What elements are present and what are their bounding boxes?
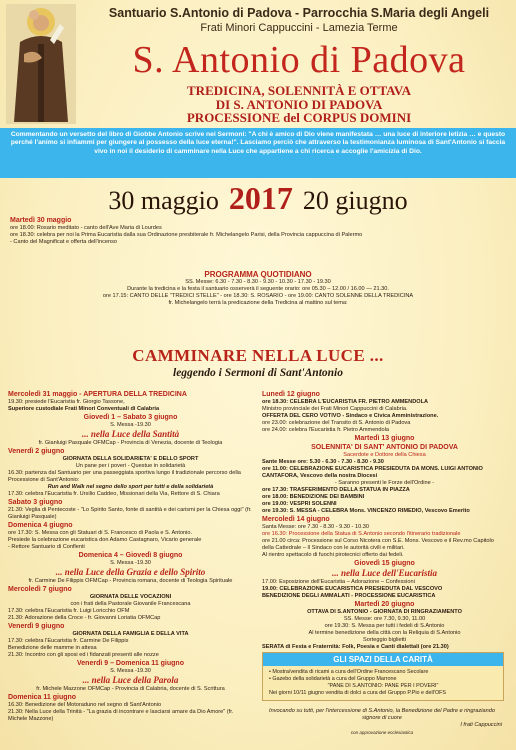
charity-box — [262, 652, 504, 701]
quote-band — [0, 128, 516, 178]
programma-line: SS. Messe: 6.30 - 7.30 - 8.30 - 9.30 - 10.30 - 17.30 - 19.30 — [185, 279, 331, 285]
event-heading: Martedì 13 giugno — [354, 435, 415, 442]
event-line: 17.30: celebra l'Eucaristia fr. Carmine De Filippis — [8, 638, 129, 644]
event-heading: Domenica 11 giugno — [8, 694, 77, 701]
event-line: 19.30: presiede l'Eucaristia fr. Giorgio Tassone, — [8, 399, 125, 405]
event-line: Sorteggio biglietti — [363, 637, 406, 643]
week-heading: Venerdì 9 – Domenica 11 giugno — [77, 660, 184, 667]
event-line: 21.30: Adorazione della Croce - fr. Giovanni Loriatia OFMCap — [8, 615, 161, 621]
programma-section — [10, 270, 506, 307]
saint-anthony-image — [6, 4, 76, 124]
event-line: 21.30: Veglia di Pentecoste - "Lo Spirito Santo, fonte di santità e dei carismi per la Chiesa oggi" (fr. Gianluigi Pasquale) — [8, 507, 252, 520]
event-line: Al termine benedizione della città con la Reliquia di S.Antonio — [308, 630, 461, 636]
event-line: ore 17.30: S. Messa con gli Statuari di S. Francesco di Paola e S. Antonio. — [8, 530, 193, 536]
event-line: OFFERTA DEL CERO VOTIVO - Sindaco e Civica Amministrazione. — [262, 413, 439, 419]
intro-section — [10, 216, 506, 246]
week-mass: S. Messa -19.30 — [110, 560, 151, 566]
week-preacher: fr. Michele Mazzone OFMCap - Provincia di Calabria, docente di S. Scrittura — [36, 686, 225, 692]
event-line: ore 19.30: S. MESSA - CELEBRA Mons. VINCENZO RIMEDIO, Vescovo Emerito — [262, 508, 470, 514]
event-line: ore 24.00: celebra l'Eucaristia fr. Pietro Ammendola — [262, 427, 389, 433]
programma-line: fr. Michelangelo terrà la predicazione della Tredicina al mattino sul tema: — [168, 300, 348, 306]
event-heading: Giovedì 15 giugno — [354, 560, 415, 567]
event-line: Ministro provinciale dei Frati Minori Cappuccini di Calabria. — [262, 406, 408, 412]
event-heading: Martedì 20 giugno — [354, 601, 415, 608]
event-heading: Sabato 3 giugno — [8, 499, 63, 506]
event-line: 17.30: celebra l'Eucaristia fr. Ursilio Caddeo, Missionari della Via, Rettore di S. Chiara — [8, 491, 220, 497]
event-line: ore 18.30: CELEBRA L'EUCARISTIA FR. PIETRO AMMENDOLA — [262, 399, 429, 405]
event-line: ore 16.30: Processione della Statua di S.Antonio secondo l'itinerario tradizionale — [262, 531, 461, 537]
event-line: ore 11.00: CELEBRAZIONE EUCARISTICA PRESIEDUTA DA MONS. LUIGI ANTONIO CANTAFORA, Vescovo della nostra Diocesi — [262, 466, 483, 479]
event-line: 21.30: Incontro con gli sposi ed i fidanzati presenti alle nozze — [8, 652, 159, 658]
intro-line: ore 18.00: Rosario meditato - canto dell'Ave Maria di Lourdes — [10, 225, 162, 231]
charity-title: GLI SPAZI DELLA CARITÀ — [263, 653, 503, 666]
event-line: - Saranno presenti le Forze dell'Ordine - — [334, 480, 435, 486]
event-line: GIORNATA DELLE VOCAZIONI — [89, 594, 172, 600]
event-line: OTTAVA DI S.ANTONIO - GIORNATA DI RINGRAZIAMENTO — [307, 609, 462, 615]
event-line: - Rettore Santuario di Conflenti — [8, 544, 85, 550]
event-line: 16.30: Benedizione del Motoraduno nel segno di Sant'Antonio — [8, 702, 162, 708]
event-line: Sante Messe ore: 5.30 - 6.30 - 7.30 - 8.30 - 9.30 — [262, 459, 384, 465]
event-line: ore 18.00: BENEDIZIONE DEI BAMBINI — [262, 494, 365, 500]
event-line: ore 23.00: celebrazione del Transito di S. Antonio di Padova — [262, 420, 411, 426]
programma-line: ore 17.15: CANTO DELLE "TREDICI STELLE" - ore 18.30: S. ROSARIO - ore 19.00: CANTO SOLENNE DELLA TREDICINA — [102, 293, 414, 299]
week-mass: S. Messa -19.30 — [110, 422, 151, 428]
left-column — [8, 390, 253, 723]
event-line: 21.30: Nella Luce della Trinità - "La grazia di incontrare e lasciarsi amare da Dio Amore" (fr. Michele Mazzone) — [8, 709, 234, 722]
week-theme: ... nella Luce della Parola — [82, 675, 179, 685]
event-line: BENEDIZIONE DEGLI AMMALATI - PROCESSIONE EUCARISTICA — [262, 593, 436, 599]
event-line: Superiore custodiale Frati Minori Conventuali di Calabria — [8, 406, 160, 412]
subtitle — [84, 84, 514, 125]
event-line: ore 19.30: S. Messa per tutti i fedeli di S.Antonio — [324, 623, 445, 629]
intro-line: - Canto del Magnificat e offerta dell'incenso — [10, 239, 117, 245]
intro-heading: Martedì 30 maggio — [10, 217, 72, 224]
subtitle-line-3: PROCESSIONE del CORPUS DOMINI — [186, 110, 412, 125]
week-preacher: fr. Gianluigi Pasquale OFMCap - Provincia di Venezia, docente di Teologia — [38, 440, 223, 446]
footer — [262, 708, 502, 736]
subtitle-line-1: TREDICINA, SOLENNITÀ E OTTAVA — [187, 83, 411, 98]
event-heading: Mercoledì 7 giugno — [8, 586, 72, 593]
week-theme: ... nella Luce della Grazia e dello Spirito — [55, 567, 206, 577]
event-line: SS. Messe: ore 7.30, 9.30, 11.00 — [343, 616, 426, 622]
event-line: 16.30: partenza dal Santuario per una passeggiata sportiva lungo il tradizionale percorso della Processione di Sant'Antonio: — [8, 470, 241, 483]
date-range — [0, 180, 516, 217]
end-date: 20 giugno — [302, 186, 408, 215]
event-line: ore 21.00 circa: Processione sul Corso Nicotera con S.E. Mons. Vescovo e il Rev.mo Capitolo della Cattedrale – Il Sindaco con le autorità civili e militari. — [262, 538, 494, 551]
event-line: Al rientro spettacolo di fuochi pirotecnici offerto dai fedeli. — [262, 552, 404, 558]
event-heading: Mercoledì 14 giugno — [262, 516, 330, 523]
event-line: Santa Messe: ore 7.30 - 8.30 - 9.30 - 10.30 — [262, 524, 369, 530]
footer-approval: con approvazione ecclesiastica — [350, 730, 414, 735]
event-line: Un pane per i poveri - Questue in solidarietà — [75, 463, 186, 469]
week-mass: S. Messa -19.30 — [110, 668, 151, 674]
event-line: Benedizione delle mamme in attesa — [8, 645, 97, 651]
event-line: ore 19.00: VESPRI SOLENNI — [262, 501, 337, 507]
week-theme: ... nella Luce dell'Eucaristia — [332, 568, 437, 578]
event-heading: Venerdì 2 giugno — [8, 448, 65, 455]
week-preacher: fr. Carmine De Filippis OFMCap - Provincia romana, docente di Teologia Spirituale — [28, 578, 233, 584]
event-heading: Domenica 4 giugno — [8, 522, 73, 529]
charity-content — [263, 666, 503, 700]
sanctuary-heading: Santuario S.Antonio di Padova - Parrocchia S.Maria degli Angeli — [108, 6, 490, 20]
start-date: 30 maggio — [108, 186, 219, 215]
event-line: 17.30: celebra l'Eucaristia fr. Luigi Loricchio OFM — [8, 608, 130, 614]
event-line: SERATA di Festa e Fraternità: Folk, Poesia e Canti dialettali (ore 21.30) — [262, 644, 449, 650]
charity-line: Nei giorni 10/11 giugno vendita di dolci a cura del Gruppo P.Pio e dell'OFS — [269, 690, 447, 696]
charity-line: "PANE DI S.ANTONIO: PANE PER I POVERI" — [327, 683, 439, 689]
week-heading: Domenica 4 – Giovedì 8 giugno — [78, 552, 183, 559]
event-line: con i frati della Pastorale Giovanile Francescana — [70, 601, 191, 607]
event-line: 19.00: CELEBRAZIONE EUCARISTICA PRESIEDUTA DAL VESCOVO — [262, 586, 443, 592]
solemnity-subtitle: Sacerdote e Dottore della Chiesa — [343, 452, 426, 458]
event-line: Run and Walk nel segno dello sport per tutti e della solidarietà — [47, 484, 214, 490]
right-column — [262, 390, 507, 651]
event-heading: Mercoledì 31 maggio - APERTURA DELLA TREDICINA — [8, 391, 187, 398]
theme-title: CAMMINARE NELLA LUCE ... — [132, 346, 384, 365]
intro-line: ore 18.30: celebra per noi la Prima Eucaristia dalla sua Ordinazione presbiterale fr. Michelangelo Parisi, della Provincia cappuccina di Palermo — [10, 232, 363, 238]
charity-line: • Mostra/vendita di ricami a cura dell'Ordine Francescano Secolare — [269, 669, 429, 675]
footer-signature: I frati Cappuccini — [460, 722, 502, 728]
event-line: Presiede la celebrazione eucaristica don Adamo Castagnaro, Vicario generale — [8, 537, 202, 543]
solemnity-title: SOLENNITA' DI SANT' ANTONIO DI PADOVA — [311, 444, 458, 451]
week-theme: ... nella Luce della Santità — [81, 429, 180, 439]
quote-text: Commentando un versetto del libro di Giobbe Antonio scrive nei Sermoni: "A chi è amico di Dio viene manifestata … una luce di interiore letizia … e questo perché l'animo si infiammi per giungere al possesso della luce eterna!". Lasciamo perciò che attraverso la testimonianza luminosa di Sant'Antonio si faccia vivo in noi il desiderio di camminare nella Luce che appartiene a chi ricerca e accoglie l'amicizia di Dio. — [10, 131, 506, 155]
subtitle-line-2: DI S. ANTONIO DI PADOVA — [215, 96, 383, 112]
programma-heading: PROGRAMMA QUOTIDIANO — [204, 270, 312, 279]
event-line: 17.00: Esposizione dell'Eucaristia – Adorazione – Confessioni — [262, 579, 415, 585]
year: 2017 — [228, 180, 293, 216]
event-heading: Lunedì 12 giugno — [262, 391, 320, 398]
charity-line: • Gazebo della solidarietà a cura del Gruppo Marrone — [269, 676, 397, 682]
friars-heading: Frati Minori Cappuccini - Lamezia Terme — [200, 22, 398, 34]
footer-blessing: Invocando su tutti, per l'intercessione di S.Antonio, la Benedizione del Padre e ringraziando signore di cuore — [269, 708, 495, 721]
page-title: S. Antonio di Padova — [132, 39, 466, 81]
event-line: GIORNATA DELLA SOLIDARIETA' E DELLO SPORT — [62, 456, 199, 462]
event-line: ore 17.30: TRASFERIMENTO DELLA STATUA IN PIAZZA — [262, 487, 410, 493]
programma-line: Durante la tredicina e la festa il santuario osserverà il seguente orario: ore 05.30 – 12.00 / 16.00 — 21.30. — [127, 286, 389, 292]
event-line: GIORNATA DELLA FAMIGLIA E DELLA VITA — [72, 631, 189, 637]
week-heading: Giovedì 1 – Sabato 3 giugno — [83, 414, 178, 421]
theme-subtitle: leggendo i Sermoni di Sant'Antonio — [173, 367, 343, 379]
event-heading: Venerdì 9 giugno — [8, 623, 65, 630]
